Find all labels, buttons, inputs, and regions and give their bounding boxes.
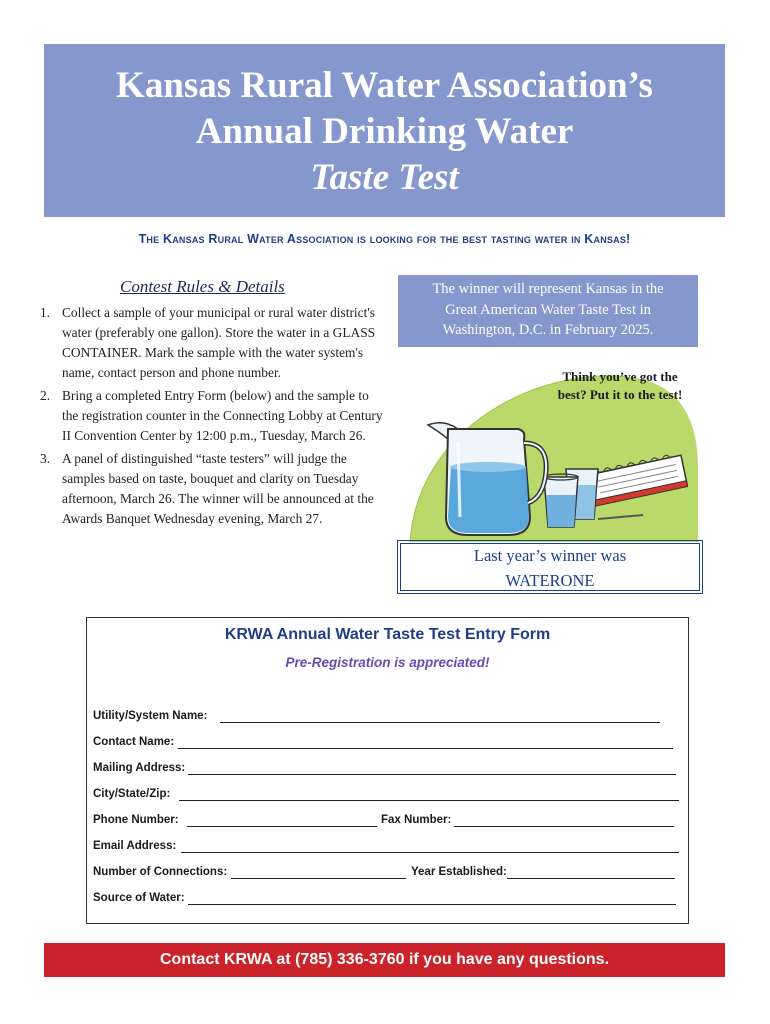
email-label: Email Address: bbox=[93, 840, 177, 852]
source-label: Source of Water: bbox=[93, 892, 185, 904]
last-winner-name: WATERONE bbox=[505, 571, 595, 590]
connections-label: Number of Connections: bbox=[93, 866, 228, 878]
winner-info-line: The winner will represent Kansas in the bbox=[432, 281, 664, 297]
form-title: KRWA Annual Water Taste Test Entry Form bbox=[224, 626, 551, 643]
title-line-2: Annual Drinking Water bbox=[195, 111, 574, 152]
fax-label: Fax Number: bbox=[381, 814, 452, 826]
contact-bar: Contact KRWA at (785) 336-3760 if you have any questions. bbox=[44, 943, 725, 977]
phone-label: Phone Number: bbox=[93, 814, 179, 826]
mailing-input-line[interactable] bbox=[188, 774, 676, 775]
tagline: The Kansas Rural Water Association is looking for the best tasting water in Kansas! bbox=[138, 232, 631, 246]
winner-info-box bbox=[398, 275, 698, 347]
rule-number: 3. bbox=[40, 451, 51, 466]
contact-label: Contact Name: bbox=[93, 736, 175, 748]
email-input-line[interactable] bbox=[181, 852, 679, 853]
callout-line: best? Put it to the test! bbox=[557, 387, 683, 402]
callout-text bbox=[540, 368, 700, 404]
rule-text: Bring a completed Entry Form (below) and the sample to the registration counter in the Connecting Lobby at Century II Convention Center by 12:00 p.m., Tuesday, March 26. bbox=[62, 388, 383, 443]
year-label: Year Established: bbox=[411, 866, 507, 878]
source-input-line[interactable] bbox=[188, 904, 676, 905]
rules-list bbox=[40, 303, 385, 532]
winner-info-line: Washington, D.C. in February 2025. bbox=[442, 322, 654, 338]
city-label: City/State/Zip: bbox=[93, 788, 171, 800]
connections-input-line[interactable] bbox=[231, 878, 406, 879]
form-subtitle: Pre-Registration is appreciated! bbox=[285, 655, 490, 670]
last-winner-inner-border bbox=[400, 543, 700, 591]
fax-input-line[interactable] bbox=[454, 826, 674, 827]
year-input-line[interactable] bbox=[507, 878, 675, 879]
utility-input-line[interactable] bbox=[220, 722, 660, 723]
rule-text: A panel of distinguished “taste testers” will judge the samples based on taste, bouquet and clarity on Tuesday afternoon, March 26. The winner will be announced at the Awards Banquet Wednesday evening, March 27. bbox=[62, 451, 374, 526]
rule-item bbox=[40, 449, 385, 529]
title-line-1: Kansas Rural Water Association’s bbox=[116, 65, 653, 106]
rule-item bbox=[40, 303, 385, 383]
rule-number: 1. bbox=[40, 305, 51, 320]
last-winner-box bbox=[397, 540, 703, 594]
mailing-label: Mailing Address: bbox=[93, 762, 186, 774]
entry-form bbox=[86, 617, 689, 924]
rules-heading: Contest Rules & Details bbox=[120, 277, 285, 296]
winner-info-line: Great American Water Taste Test in bbox=[445, 301, 651, 318]
title-line-3: Taste Test bbox=[310, 157, 459, 198]
contact-input-line[interactable] bbox=[178, 748, 673, 749]
rule-text: Collect a sample of your municipal or rural water district's water (preferably one gallon). Store the water in a GLASS CONTAINER. Mark the sample with the water system's name, contact person and phone number. bbox=[62, 305, 376, 380]
rule-number: 2. bbox=[40, 388, 51, 403]
rule-item bbox=[40, 386, 385, 446]
utility-label: Utility/System Name: bbox=[93, 710, 208, 722]
city-input-line[interactable] bbox=[179, 800, 679, 801]
callout-line: Think you’ve got the bbox=[562, 369, 678, 384]
title-banner bbox=[44, 44, 725, 217]
glass-front bbox=[544, 474, 578, 527]
last-winner-label: Last year’s winner was bbox=[473, 546, 627, 565]
phone-input-line[interactable] bbox=[187, 826, 377, 827]
